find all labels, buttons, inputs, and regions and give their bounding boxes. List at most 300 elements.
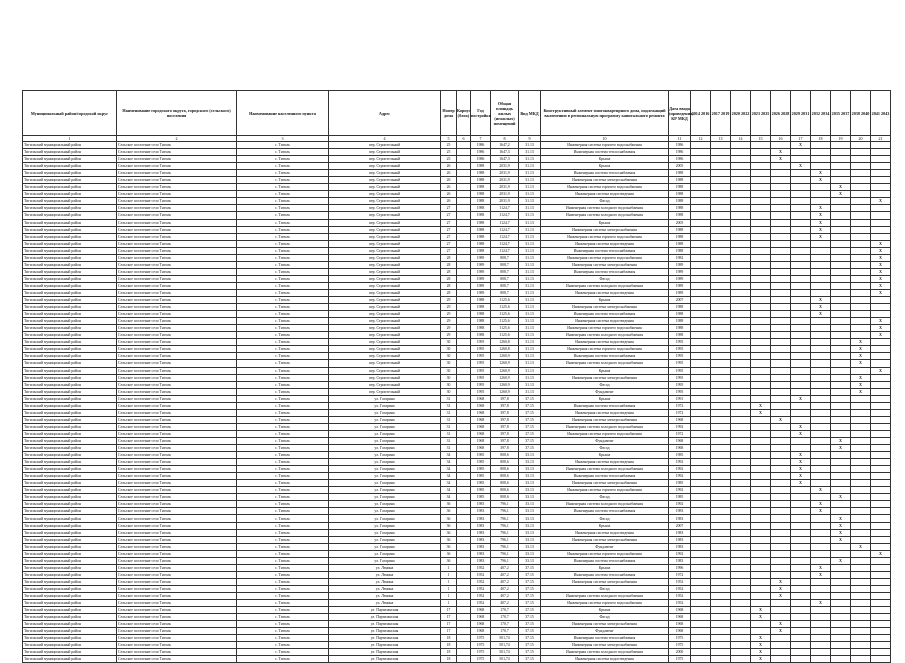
period-cell [771, 170, 791, 177]
period-cell [791, 318, 811, 325]
building-type-cell: 31.13 [519, 353, 541, 360]
build-year-cell: 1988 [471, 184, 491, 191]
period-cell [731, 649, 751, 656]
area-cell: 796,1 [491, 543, 519, 550]
period-cell [871, 487, 891, 494]
period-cell [751, 585, 771, 592]
period-cell [771, 219, 791, 226]
period-cell: X [791, 452, 811, 459]
period-cell: X [751, 642, 771, 649]
period-cell [751, 437, 771, 444]
period-cell [791, 522, 811, 529]
header-cell: 2041 2043 [871, 91, 891, 136]
period-cell [791, 297, 811, 304]
period-cell [871, 388, 891, 395]
street-cell: пер. Строительный [329, 233, 441, 240]
period-cell [751, 508, 771, 515]
structural-element-cell: Инженерная система холодного водоснабжения [541, 282, 669, 289]
repair-date-cell: 1985 [669, 494, 691, 501]
period-cell: X [791, 473, 811, 480]
repair-date-cell: 1985 [669, 452, 691, 459]
period-cell [851, 522, 871, 529]
period-cell [831, 614, 851, 621]
period-cell [791, 536, 811, 543]
period-cell [871, 304, 891, 311]
area-cell: 796,1 [491, 536, 519, 543]
structural-element-cell: Инженерная система электроснабжения [541, 536, 669, 543]
structural-element-cell: Инженерная система водоотведения [541, 318, 669, 325]
period-cell [711, 571, 731, 578]
settlement-cell: Сельское поселение село Тигиль [117, 529, 237, 536]
settlement-cell: Сельское поселение село Тигиль [117, 177, 237, 184]
period-cell [751, 170, 771, 177]
period-cell [871, 529, 891, 536]
area-cell: 1124,7 [491, 247, 519, 254]
table-row [23, 156, 891, 163]
district-cell: Тигильский муниципальный район [23, 473, 117, 480]
district-cell: Тигильский муниципальный район [23, 402, 117, 409]
period-cell [711, 564, 731, 571]
period-cell [691, 437, 711, 444]
building-type-cell: 31.13 [519, 254, 541, 261]
period-cell [871, 233, 891, 240]
period-cell [831, 409, 851, 416]
period-cell [691, 381, 711, 388]
building-type-cell: 37.15 [519, 430, 541, 437]
table-row [23, 353, 891, 360]
structural-element-cell: Инженерная система водоотведения [541, 240, 669, 247]
block-cell [457, 607, 471, 614]
block-cell [457, 156, 471, 163]
block-cell [457, 184, 471, 191]
period-cell [831, 353, 851, 360]
house-number-cell: 29 [441, 318, 457, 325]
table-row [23, 585, 891, 592]
period-cell [751, 325, 771, 332]
period-cell [731, 402, 751, 409]
period-cell [751, 289, 771, 296]
column-number: 1 [23, 136, 117, 142]
build-year-cell: 1988 [471, 170, 491, 177]
building-type-cell: 37.15 [519, 642, 541, 649]
period-cell [871, 163, 891, 170]
repair-date-cell: 1989 [669, 268, 691, 275]
period-cell [771, 522, 791, 529]
structural-element-cell: Инженерная система теплоснабжения [541, 402, 669, 409]
block-cell [457, 275, 471, 282]
area-cell: 397,8 [491, 445, 519, 452]
table-row [23, 578, 891, 585]
building-type-cell: 31.13 [519, 282, 541, 289]
district-cell: Тигильский муниципальный район [23, 416, 117, 423]
building-type-cell: 31.13 [519, 346, 541, 353]
period-cell [711, 360, 731, 367]
period-cell: X [791, 466, 811, 473]
table-row [23, 423, 891, 430]
locality-cell: с. Тигиль [237, 254, 329, 261]
period-cell [791, 585, 811, 592]
period-cell [691, 149, 711, 156]
building-type-cell: 31.13 [519, 367, 541, 374]
locality-cell: с. Тигиль [237, 529, 329, 536]
period-cell [771, 388, 791, 395]
period-cell [771, 282, 791, 289]
period-cell [851, 191, 871, 198]
settlement-cell: Сельское поселение село Тигиль [117, 233, 237, 240]
period-cell [711, 346, 731, 353]
period-cell [871, 571, 891, 578]
house-number-cell: 25 [441, 142, 457, 149]
period-cell [791, 571, 811, 578]
area-cell: 501,74 [491, 635, 519, 642]
period-cell [871, 473, 891, 480]
repair-date-cell: 1989 [669, 261, 691, 268]
table-row [23, 360, 891, 367]
period-cell [831, 142, 851, 149]
settlement-cell: Сельское поселение село Тигиль [117, 311, 237, 318]
period-cell [731, 339, 751, 346]
period-cell [751, 149, 771, 156]
structural-element-cell: Инженерная система электроснабжения [541, 480, 669, 487]
street-cell: ул. Гагарина [329, 473, 441, 480]
building-type-cell: 31.13 [519, 205, 541, 212]
repair-date-cell: 1992 [669, 459, 691, 466]
period-cell [811, 578, 831, 585]
period-cell [811, 459, 831, 466]
locality-cell: с. Тигиль [237, 459, 329, 466]
period-cell [831, 402, 851, 409]
period-cell [851, 459, 871, 466]
header-cell: Муниципальный район/городской округ [23, 91, 117, 136]
district-cell: Тигильский муниципальный район [23, 501, 117, 508]
period-cell: X [831, 494, 851, 501]
repair-date-cell: 1988 [669, 240, 691, 247]
header-cell: Адрес [329, 91, 441, 136]
build-year-cell: 1985 [471, 473, 491, 480]
repair-date-cell: 1988 [669, 318, 691, 325]
period-cell [731, 585, 751, 592]
period-cell [751, 261, 771, 268]
table-row [23, 177, 891, 184]
block-cell [457, 170, 471, 177]
repair-date-cell: 1995 [669, 374, 691, 381]
area-cell: 170,7 [491, 628, 519, 635]
street-cell: пер. Строительный [329, 367, 441, 374]
header-cell: Корпус (блок) [457, 91, 471, 136]
repair-date-cell: 1988 [669, 311, 691, 318]
settlement-cell: Сельское поселение село Тигиль [117, 635, 237, 642]
period-cell [791, 156, 811, 163]
period-cell [691, 635, 711, 642]
settlement-cell: Сельское поселение село Тигиль [117, 487, 237, 494]
period-cell [691, 156, 711, 163]
period-cell [851, 247, 871, 254]
period-cell [871, 614, 891, 621]
repair-date-cell: 2007 [669, 297, 691, 304]
period-cell [851, 656, 871, 663]
settlement-cell: Сельское поселение село Тигиль [117, 508, 237, 515]
period-cell [771, 529, 791, 536]
build-year-cell: 1989 [471, 289, 491, 296]
period-cell [751, 198, 771, 205]
settlement-cell: Сельское поселение село Тигиль [117, 642, 237, 649]
block-cell [457, 522, 471, 529]
period-cell [711, 156, 731, 163]
period-cell [871, 170, 891, 177]
block-cell [457, 656, 471, 663]
table-row [23, 226, 891, 233]
period-cell [771, 571, 791, 578]
area-cell: 1647,3 [491, 156, 519, 163]
header-cell: 2038 2040 [851, 91, 871, 136]
period-cell [791, 416, 811, 423]
period-cell [831, 289, 851, 296]
repair-date-cell: 1988 [669, 198, 691, 205]
period-cell [771, 289, 791, 296]
settlement-cell: Сельское поселение село Тигиль [117, 360, 237, 367]
period-cell [711, 628, 731, 635]
settlement-cell: Сельское поселение село Тигиль [117, 353, 237, 360]
house-number-cell: 31 [441, 409, 457, 416]
repair-date-cell: 1988 [669, 212, 691, 219]
period-cell [731, 501, 751, 508]
street-cell: ул. Ленина [329, 578, 441, 585]
period-cell [691, 240, 711, 247]
block-cell [457, 571, 471, 578]
street-cell: ул. Гагарина [329, 437, 441, 444]
repair-date-cell: 1975 [669, 642, 691, 649]
street-cell: ул. Гагарина [329, 466, 441, 473]
table-row [23, 332, 891, 339]
period-cell [691, 353, 711, 360]
district-cell: Тигильский муниципальный район [23, 466, 117, 473]
locality-cell: с. Тигиль [237, 304, 329, 311]
period-cell [691, 543, 711, 550]
table-row [23, 289, 891, 296]
settlement-cell: Сельское поселение село Тигиль [117, 149, 237, 156]
period-cell [811, 621, 831, 628]
period-cell [811, 367, 831, 374]
period-cell [831, 508, 851, 515]
period-cell [771, 614, 791, 621]
period-cell: X [791, 459, 811, 466]
structural-element-cell: Инженерная система водоотведения [541, 191, 669, 198]
period-cell: X [811, 297, 831, 304]
period-cell [871, 184, 891, 191]
period-cell [811, 332, 831, 339]
period-cell [851, 473, 871, 480]
period-cell [871, 409, 891, 416]
table-row [23, 445, 891, 452]
repair-date-cell: 1995 [669, 367, 691, 374]
period-cell [731, 381, 751, 388]
repair-date-cell: 1988 [669, 170, 691, 177]
period-cell [751, 177, 771, 184]
structural-element-cell: Инженерная система водоотведения [541, 459, 669, 466]
repair-date-cell: 1983 [669, 536, 691, 543]
repair-date-cell: 1975 [669, 656, 691, 663]
period-cell [751, 430, 771, 437]
house-number-cell: 25 [441, 149, 457, 156]
period-cell [831, 240, 851, 247]
house-number-cell: 29 [441, 311, 457, 318]
repair-date-cell: 1996 [669, 564, 691, 571]
period-cell [711, 578, 731, 585]
build-year-cell: 1988 [471, 177, 491, 184]
period-cell [831, 381, 851, 388]
period-cell [711, 219, 731, 226]
structural-element-cell: Инженерная система горячего водоснабжения [541, 233, 669, 240]
settlement-cell: Сельское поселение село Тигиль [117, 388, 237, 395]
build-year-cell: 1995 [471, 339, 491, 346]
period-cell [831, 177, 851, 184]
district-cell: Тигильский муниципальный район [23, 635, 117, 642]
period-cell [851, 607, 871, 614]
settlement-cell: Сельское поселение село Тигиль [117, 247, 237, 254]
header-cell: 2023 2025 [751, 91, 771, 136]
block-cell [457, 642, 471, 649]
period-cell [871, 297, 891, 304]
repair-date-cell: 1989 [669, 275, 691, 282]
period-cell [751, 480, 771, 487]
area-cell: 1125,6 [491, 325, 519, 332]
structural-element-cell: Инженерная система электроснабжения [541, 304, 669, 311]
period-cell [711, 409, 731, 416]
header-cell: Общая площадь жилых (нежилых) помещений [491, 91, 519, 136]
build-year-cell: 1975 [471, 649, 491, 656]
house-number-cell: 30 [441, 360, 457, 367]
period-cell: X [771, 585, 791, 592]
district-cell: Тигильский муниципальный район [23, 564, 117, 571]
area-cell: 2031,9 [491, 198, 519, 205]
settlement-cell: Сельское поселение село Тигиль [117, 473, 237, 480]
building-type-cell: 31.13 [519, 156, 541, 163]
street-cell: ул. Гагарина [329, 430, 441, 437]
locality-cell: с. Тигиль [237, 275, 329, 282]
structural-element-cell: Фасад [541, 198, 669, 205]
period-cell [751, 219, 771, 226]
column-number: 11 [669, 136, 691, 142]
period-cell [731, 607, 751, 614]
block-cell [457, 543, 471, 550]
period-cell [831, 600, 851, 607]
period-cell [691, 170, 711, 177]
period-cell [771, 275, 791, 282]
period-cell [691, 339, 711, 346]
period-cell [691, 494, 711, 501]
structural-element-cell: Инженерная система холодного водоснабжения [541, 360, 669, 367]
block-cell [457, 205, 471, 212]
district-cell: Тигильский муниципальный район [23, 543, 117, 550]
table-row [23, 304, 891, 311]
repair-date-cell: 1988 [669, 226, 691, 233]
structural-element-cell: Инженерная система электроснабжения [541, 374, 669, 381]
settlement-cell: Сельское поселение село Тигиль [117, 571, 237, 578]
period-cell [751, 374, 771, 381]
header-cell: Год постройки [471, 91, 491, 136]
period-cell: X [791, 142, 811, 149]
block-cell [457, 550, 471, 557]
repair-date-cell: 1952 [669, 600, 691, 607]
settlement-cell: Сельское поселение село Тигиль [117, 240, 237, 247]
building-type-cell: 33.13 [519, 501, 541, 508]
period-cell [711, 416, 731, 423]
block-cell [457, 416, 471, 423]
period-cell [771, 142, 791, 149]
block-cell [457, 621, 471, 628]
locality-cell: с. Тигиль [237, 416, 329, 423]
locality-cell: с. Тигиль [237, 198, 329, 205]
structural-element-cell: Инженерная система холодного водоснабжения [541, 212, 669, 219]
header-cell: 2017 2019 [711, 91, 731, 136]
repair-date-cell: 1972 [669, 409, 691, 416]
street-cell: ул. Партизанская [329, 635, 441, 642]
building-type-cell: 37.15 [519, 649, 541, 656]
period-cell [831, 325, 851, 332]
building-type-cell: 37.15 [519, 614, 541, 621]
locality-cell: с. Тигиль [237, 184, 329, 191]
house-number-cell: 18 [441, 656, 457, 663]
house-number-cell: 30 [441, 381, 457, 388]
period-cell [851, 233, 871, 240]
period-cell [811, 416, 831, 423]
period-cell [831, 346, 851, 353]
period-cell [811, 642, 831, 649]
block-cell [457, 459, 471, 466]
repair-date-cell: 1988 [669, 233, 691, 240]
repair-date-cell: 2005 [669, 219, 691, 226]
street-cell: ул. Ленина [329, 571, 441, 578]
block-cell [457, 487, 471, 494]
area-cell: 170,7 [491, 614, 519, 621]
district-cell: Тигильский муниципальный район [23, 459, 117, 466]
period-cell [851, 585, 871, 592]
build-year-cell: 1989 [471, 268, 491, 275]
period-cell [731, 156, 751, 163]
period-cell [791, 402, 811, 409]
build-year-cell: 1975 [471, 656, 491, 663]
settlement-cell: Сельское поселение село Тигиль [117, 198, 237, 205]
street-cell: ул. Гагарина [329, 452, 441, 459]
building-type-cell: 37.15 [519, 628, 541, 635]
period-cell [711, 149, 731, 156]
structural-element-cell: Инженерная система электроснабжения [541, 416, 669, 423]
build-year-cell: 1988 [471, 332, 491, 339]
period-cell [851, 395, 871, 402]
period-cell: X [811, 487, 831, 494]
repair-date-cell: 1989 [669, 282, 691, 289]
period-cell [691, 205, 711, 212]
table-row [23, 416, 891, 423]
period-cell [871, 621, 891, 628]
period-cell [791, 445, 811, 452]
table-row [23, 522, 891, 529]
structural-element-cell: Инженерная система горячего водоснабжения [541, 254, 669, 261]
house-number-cell: 31 [441, 416, 457, 423]
settlement-cell: Сельское поселение село Тигиль [117, 191, 237, 198]
repair-date-cell: 1995 [669, 388, 691, 395]
structural-element-cell: Инженерная система электроснабжения [541, 226, 669, 233]
period-cell [731, 360, 751, 367]
locality-cell: с. Тигиль [237, 339, 329, 346]
structural-element-cell: Инженерная система теплоснабжения [541, 268, 669, 275]
period-cell [811, 261, 831, 268]
district-cell: Тигильский муниципальный район [23, 395, 117, 402]
period-cell [871, 191, 891, 198]
period-cell: X [751, 607, 771, 614]
area-cell: 808,7 [491, 254, 519, 261]
period-cell [711, 198, 731, 205]
